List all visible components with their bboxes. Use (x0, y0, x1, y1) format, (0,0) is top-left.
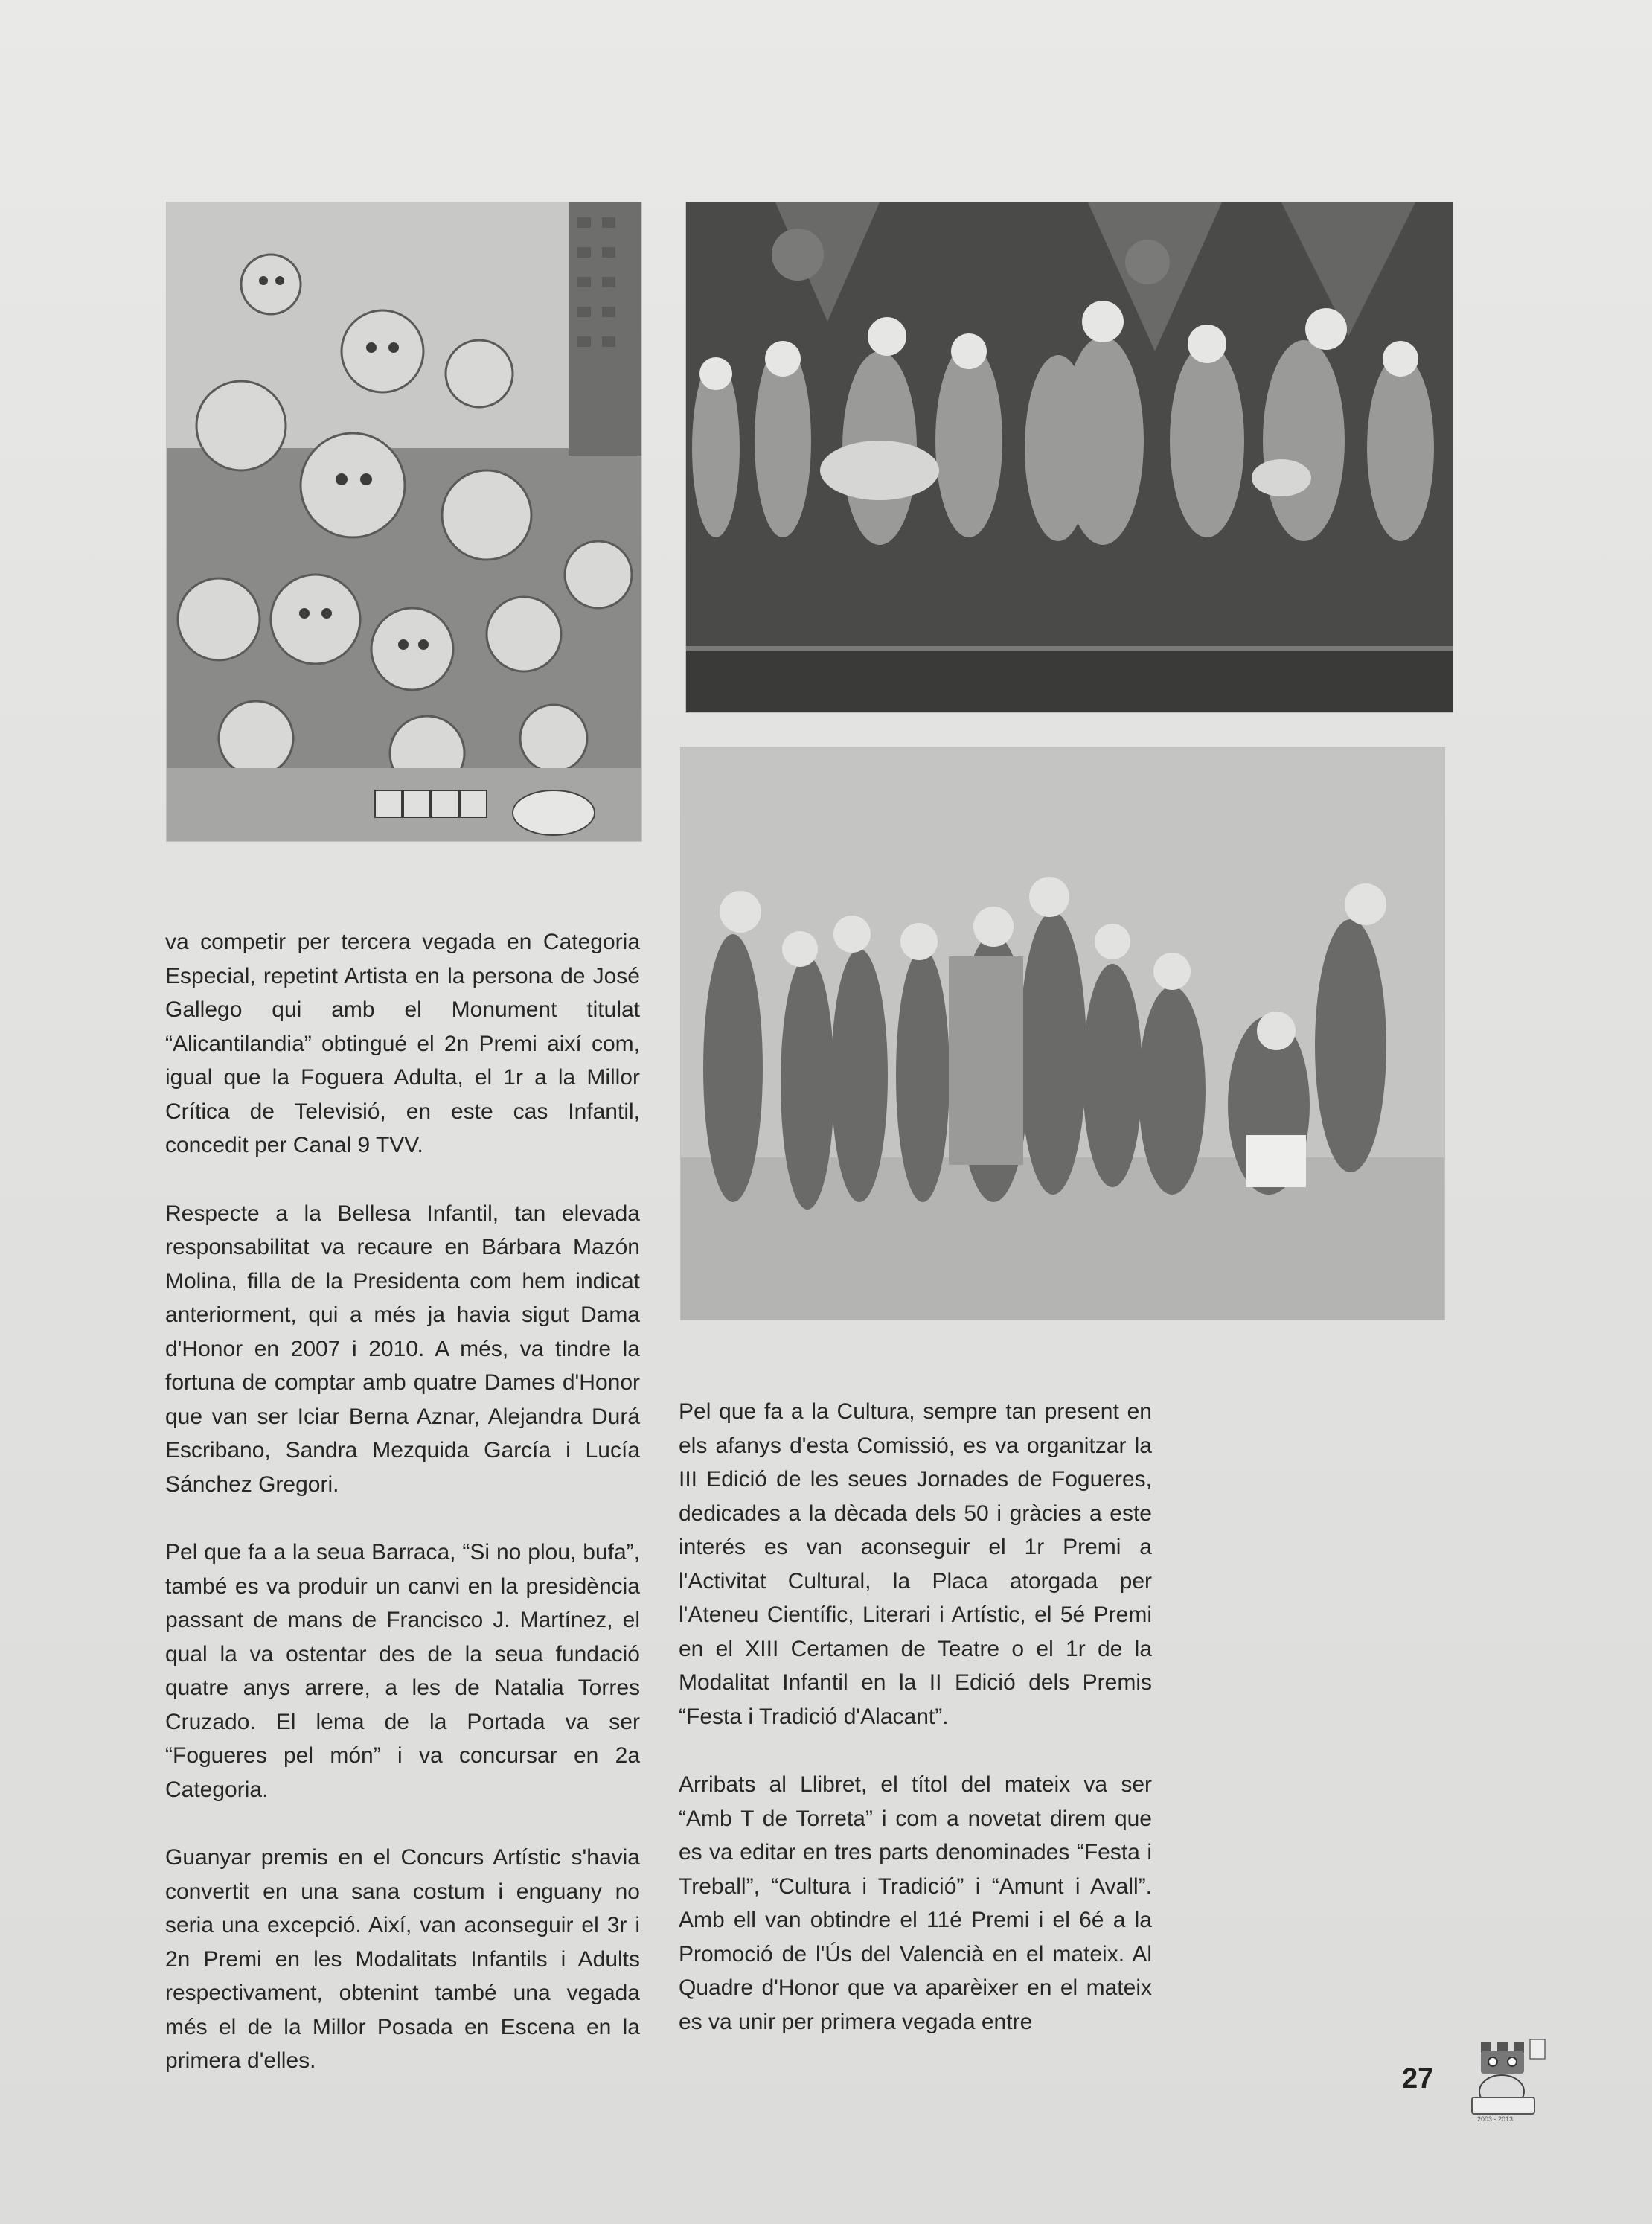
stage-performance-photo (686, 202, 1453, 712)
left-text-column (165, 925, 640, 2078)
paragraph-bellesa-infantil: Respecte a la Bellesa Infantil, tan elevada responsabilitat va recaure en Bárbara Mazón Molina, filla de la Presidenta com hem indicat anteriorment, qui a més ja havia sigut Dama d'Honor en 2007 i 2010. A més, va tindre la fortuna de comptar amb quatre Dames d'Honor que van ser Iciar Berna Aznar, Alejandra Durá Escribano, Sandra Mezquida García i Lucía Sánchez Gregori. (165, 1201, 640, 1497)
paragraph-concurs-artistic: Guanyar premis en el Concurs Artístic s'havia convertit en una sana costum i enguany no seria una excepció. Així, van aconseguir el 3r i 2n Premi en les Modalitats Infantils i Adults respectivament, obtenint també una vegada més el de la Millor Posada en Escena en la primera d'elles. (165, 1845, 640, 2073)
paragraph-llibret: Arribats al Llibret, el títol del mateix va ser “Amb T de Torreta” i com a novetat direm que es va editar en tres parts denominades “Festa i Treball”, “Cultura i Tradició” i “Amunt i Avall”. Amb ell van obtindre el 11é Premi i el 6é a la Promoció de l'Ús del Valencià en el mateix. Al Quadre d'Honor que va aparèixer en el mateix es va unir per primera vegada entre (679, 1772, 1152, 2034)
commission-logo-icon (1459, 2032, 1552, 2127)
falla-monument-photo (167, 202, 641, 841)
paragraph-barraca: Pel que fa a la seua Barraca, “Si no plou, bufa”, també es va produir un canvi en la presidència passant de mans de Francisco J. Martínez, el qual la va ostentar des de la seua fundació quatre anys arrere, a les de Natalia Torres Cruzado. El lema de la Portada va ser “Fogueres pel món” i va concursar en 2a Categoria. (165, 1540, 640, 1802)
logo-years: 2003 - 2013 (1477, 2115, 1514, 2123)
commission-group-photo (681, 748, 1444, 1320)
paragraph-cultura: Pel que fa a la Cultura, sempre tan present en els afanys d'esta Comissió, es va organitzar la III Edició de les seues Jornades de Fogueres, dedicades a la dècada dels 50 i gràcies a este interés es van aconseguir el 1r Premi a l'Activitat Cultural, la Placa atorgada per l'Ateneu Científic, Literari i Artístic, el 5é Premi en el XIII Certamen de Teatre o el 1r de la Modalitat Infantil en la II Edició dels Premis “Festa i Tradició d'Alacant”. (679, 1399, 1152, 1729)
right-text-column (679, 1395, 1152, 2039)
page-number: 27 (1402, 2063, 1434, 2094)
paragraph-monument: va competir per tercera vegada en Categoria Especial, repetint Artista en la persona de José Gallego qui amb el Monument titulat “Alicantilandia” obtingué el 2n Premi així com, igual que la Foguera Adulta, el 1r a la Millor Crítica de Televisió, en este cas Infantil, concedit per Canal 9 TVV. (165, 930, 640, 1157)
